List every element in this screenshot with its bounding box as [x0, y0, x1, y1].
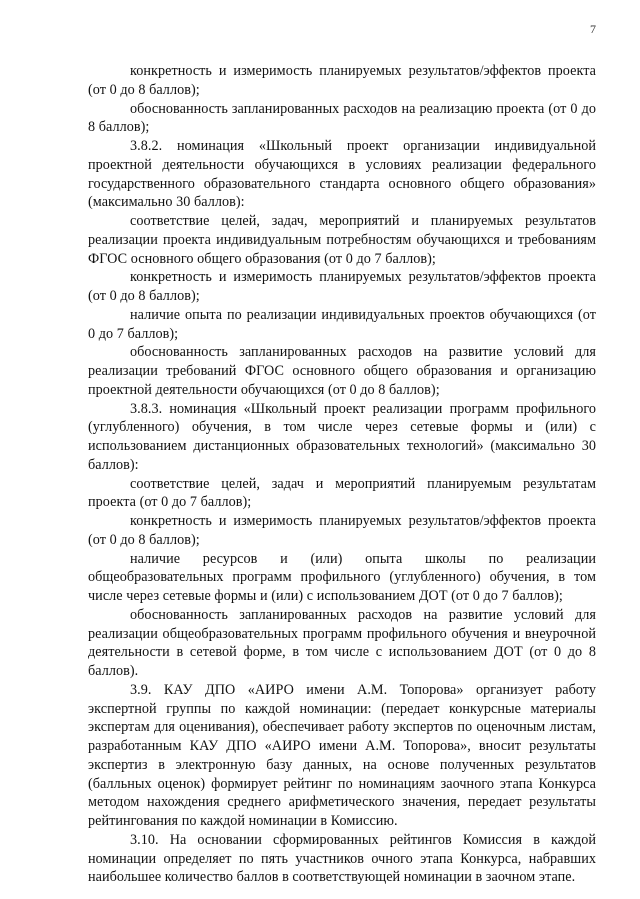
paragraph: наличие ресурсов и (или) опыта школы по реализации общеобразовательных программ профильного (углубленного) обучения, в том числе через сетевые формы и (или) с использованием ДОТ (от 0 до 7 баллов); [88, 550, 596, 604]
page-number: 7 [590, 22, 596, 36]
paragraph: обоснованность запланированных расходов на развитие условий для реализации общеобразовательных программ профильного обучения и внеурочной деятельности в сетевой форме, в том числе с использованием ДОТ (от 0 до 8 баллов). [88, 606, 596, 679]
section-3-8-3: 3.8.3. номинация «Школьный проект реализации программ профильного (углубленного) обучения, в том числе через сетевые формы и (или) с использованием дистанционных образовательных технологий» (максимально 30 баллов): [88, 400, 596, 473]
section-3-9: 3.9. КАУ ДПО «АИРО имени А.М. Топорова» организует работу экспертной группы по каждой номинации: (передает конкурсные материалы экспертам для оценивания), обеспечивает работу экспертов по оценочным листам, разработанным КАУ ДПО «АИРО имени А.М. Топорова», вносит результаты экспертиз в электронную базу данных, на основе полученных результатов (балльных оценок) формирует рейтинг по номинациям заочного этапа Конкурса методом нахождения среднего арифметического значения, передает результаты рейтингования по каждой номинации в Комиссию. [88, 681, 596, 829]
section-3-10: 3.10. На основании сформированных рейтингов Комиссия в каждой номинации определяет по пять участников очного этапа Конкурса, набравших наибольшее количество баллов в соответствующей номинации в заочном этапе. [88, 831, 596, 886]
paragraph: наличие опыта по реализации индивидуальных проектов обучающихся (от 0 до 7 баллов); [88, 306, 596, 342]
paragraph: соответствие целей, задач и мероприятий планируемым результатам проекта (от 0 до 7 баллов); [88, 475, 596, 511]
paragraph: обоснованность запланированных расходов на реализацию проекта (от 0 до 8 баллов); [88, 100, 596, 136]
paragraph: конкретность и измеримость планируемых результатов/эффектов проекта (от 0 до 8 баллов); [88, 269, 596, 304]
paragraph: обоснованность запланированных расходов на развитие условий для реализации требований ФГОС основного общего образования и организацию проектной деятельности обучающихся (от 0 до 8 баллов); [88, 344, 596, 398]
paragraph: конкретность и измеримость планируемых результатов/эффектов проекта (от 0 до 8 баллов); [88, 63, 596, 98]
section-3-8-2: 3.8.2. номинация «Школьный проект организации индивидуальной проектной деятельности обучающихся в условиях реализации федерального государственного образовательного стандарта основного общего образования» (максимально 30 баллов): [88, 138, 596, 211]
document-body [88, 62, 596, 887]
paragraph: конкретность и измеримость планируемых результатов/эффектов проекта (от 0 до 8 баллов); [88, 513, 596, 548]
paragraph: соответствие целей, задач, мероприятий и планируемых результатов реализации проекта индивидуальным потребностям обучающихся и требованиям ФГОС основного общего образования (от 0 до 7 баллов); [88, 213, 596, 267]
